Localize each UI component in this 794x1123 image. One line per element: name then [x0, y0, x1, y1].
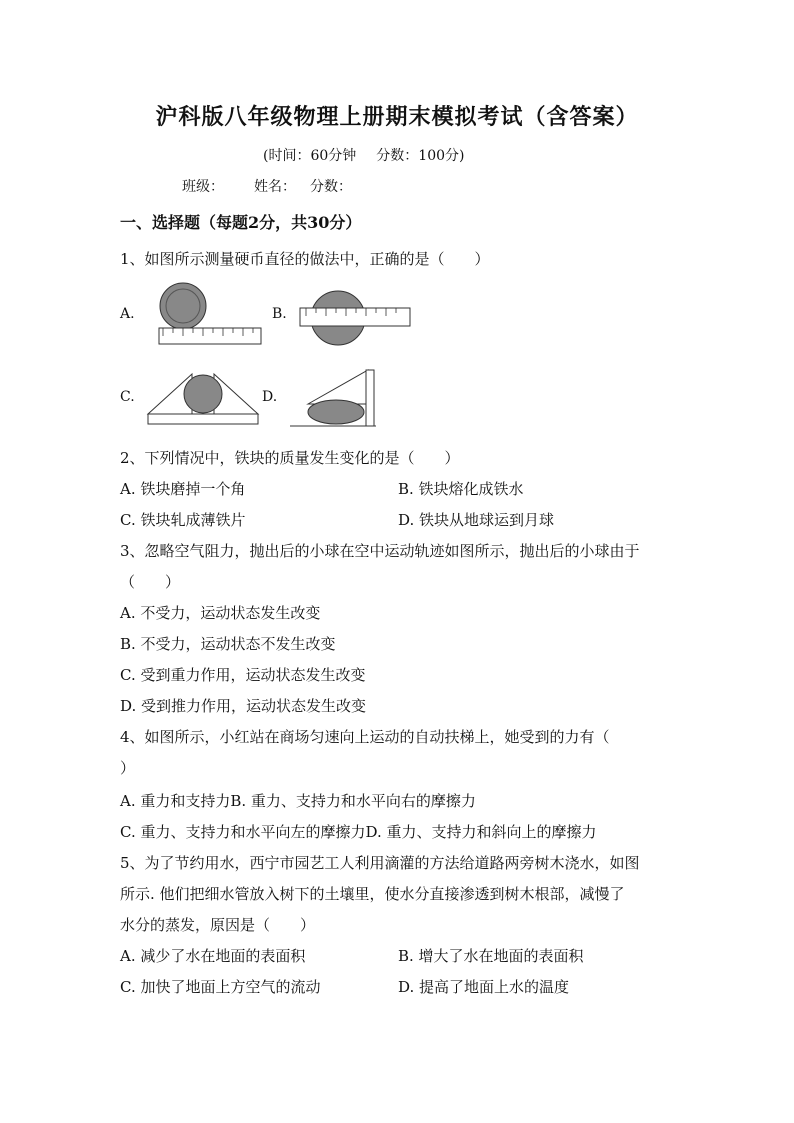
q2-option-d: D. 铁块从地球运到月球 — [398, 511, 555, 529]
question-1: 1、如图所示测量硬币直径的做法中，正确的是（ ） — [120, 250, 490, 268]
q2-option-a: A. 铁块磨掉一个角 — [120, 480, 246, 498]
q3-option-a: A. 不受力，运动状态发生改变 — [120, 604, 321, 622]
coin-ruler-figure-b — [298, 286, 412, 348]
q3-option-d: D. 受到推力作用，运动状态发生改变 — [120, 697, 367, 715]
q5-option-c: C. 加快了地面上方空气的流动 — [120, 978, 321, 996]
question-5-line-2: 所示. 他们把细水管放入树下的土壤里，使水分直接渗透到树木根部，减慢了 — [120, 885, 625, 903]
class-label: 班级： — [182, 179, 224, 195]
q5-option-d: D. 提高了地面上水的温度 — [398, 978, 570, 996]
student-info — [182, 176, 366, 196]
exam-info — [263, 145, 464, 165]
triangle-coin-figure-c — [146, 368, 260, 432]
triangle-coin-figure-d — [288, 364, 378, 432]
q2-option-b: B. 铁块熔化成铁水 — [398, 480, 524, 498]
question-4-line-2: ） — [120, 759, 136, 777]
question-5-line-3: 水分的蒸发，原因是（ ） — [120, 916, 316, 934]
page-title: 沪科版八年级物理上册期末模拟考试（含答案） — [155, 104, 639, 130]
option-label-b: B. — [272, 306, 287, 322]
section-heading: 一、选择题（每题2分，共30分） — [120, 213, 362, 232]
q4-option-ab: A. 重力和支持力B. 重力、支持力和水平向右的摩擦力 — [120, 792, 476, 810]
option-label-a: A. — [120, 306, 135, 322]
q3-option-b: B. 不受力，运动状态不发生改变 — [120, 635, 336, 653]
question-4-line-1: 4、如图所示，小红站在商场匀速向上运动的自动扶梯上，她受到的力有（ — [120, 728, 610, 746]
q3-option-c: C. 受到重力作用，运动状态发生改变 — [120, 666, 366, 684]
q2-option-c: C. 铁块轧成薄铁片 — [120, 511, 246, 529]
question-3-line-2: （ ） — [120, 573, 181, 591]
q5-option-a: A. 减少了水在地面的表面积 — [120, 947, 306, 965]
q5-option-b: B. 增大了水在地面的表面积 — [398, 947, 584, 965]
q4-option-cd: C. 重力、支持力和水平向左的摩擦力D. 重力、支持力和斜向上的摩擦力 — [120, 823, 597, 841]
score-info: 分数：100分) — [376, 148, 465, 164]
time-info: (时间：60分钟 — [263, 148, 357, 164]
option-label-d: D. — [262, 389, 278, 405]
question-5-line-1: 5、为了节约用水，西宁市园艺工人利用滴灌的方法给道路两旁树木浇水，如图 — [120, 854, 640, 872]
points-label: 分数： — [310, 179, 352, 195]
question-3-line-1: 3、忽略空气阻力，抛出后的小球在空中运动轨迹如图所示，抛出后的小球由于 — [120, 542, 640, 560]
coin-ruler-figure-a — [153, 282, 263, 348]
question-2: 2、下列情况中，铁块的质量发生变化的是（ ） — [120, 449, 460, 467]
name-label: 姓名： — [254, 179, 296, 195]
option-label-c: C. — [120, 389, 135, 405]
